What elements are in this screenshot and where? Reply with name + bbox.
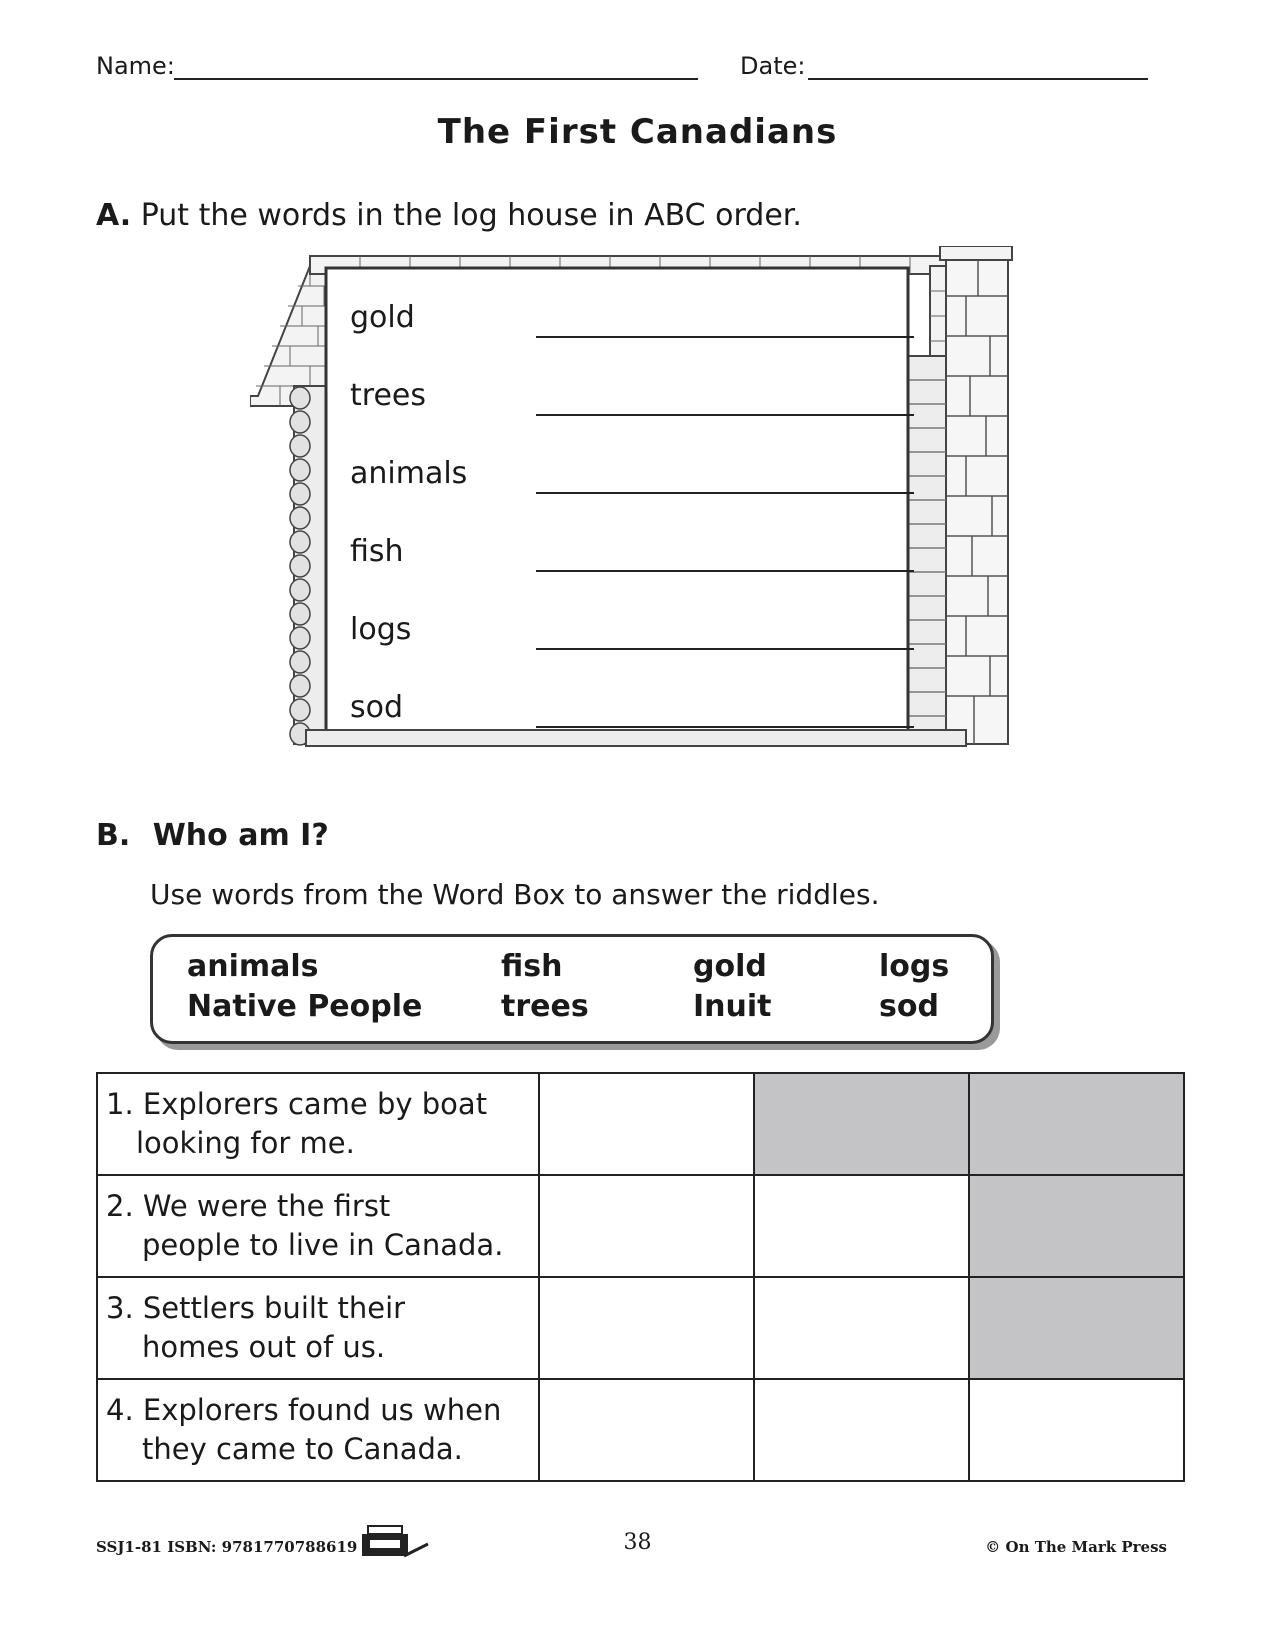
riddle-clue xyxy=(97,1277,539,1379)
section-a-letter: A. xyxy=(96,198,132,233)
riddle-text: 4. Explorers found us when xyxy=(106,1393,502,1427)
table-row xyxy=(97,1379,1184,1481)
answer-line[interactable] xyxy=(536,570,914,572)
riddle-text: 1. Explorers came by boat xyxy=(106,1087,488,1121)
section-b-heading xyxy=(96,818,329,853)
riddle-clue xyxy=(97,1379,539,1481)
abc-word: gold xyxy=(350,300,415,335)
table-row xyxy=(97,1277,1184,1379)
word-box-item: animals xyxy=(187,949,319,984)
word-box-item: gold xyxy=(693,949,767,984)
answer-cell[interactable] xyxy=(754,1379,969,1481)
section-a-instruction xyxy=(96,198,802,233)
abc-word: fish xyxy=(350,534,404,569)
date-field[interactable] xyxy=(808,78,1148,80)
answer-cell[interactable] xyxy=(754,1175,969,1277)
name-field[interactable] xyxy=(174,78,698,80)
riddle-clue xyxy=(97,1073,539,1175)
word-box-item: fish xyxy=(501,949,563,984)
answer-line[interactable] xyxy=(536,336,914,338)
section-b-letter: B. xyxy=(96,818,131,853)
answer-line[interactable] xyxy=(536,648,914,650)
riddle-text: people to live in Canada. xyxy=(142,1228,504,1262)
section-a-text: Put the words in the log house in ABC order. xyxy=(140,198,802,233)
riddle-text: looking for me. xyxy=(136,1126,355,1160)
riddle-text: 2. We were the first xyxy=(106,1189,391,1223)
section-b-instruction: Use words from the Word Box to answer the riddles. xyxy=(150,878,880,911)
section-b-title: Who am I? xyxy=(152,818,329,853)
table-row xyxy=(97,1175,1184,1277)
word-box-item: trees xyxy=(501,989,589,1024)
table-row xyxy=(97,1073,1184,1175)
abc-word: sod xyxy=(350,690,404,725)
log-house xyxy=(250,246,1050,786)
riddle-text: 3. Settlers built their xyxy=(106,1291,406,1325)
answer-cell[interactable] xyxy=(539,1073,754,1175)
footer-publisher: © On The Mark Press xyxy=(985,1538,1167,1556)
word-box xyxy=(150,934,994,1044)
word-box-item: Inuit xyxy=(693,989,772,1024)
word-box-item: logs xyxy=(879,949,950,984)
abc-word: logs xyxy=(350,612,412,647)
answer-cell[interactable] xyxy=(539,1175,754,1277)
riddle-table xyxy=(96,1072,1185,1482)
answer-cell[interactable] xyxy=(539,1379,754,1481)
date-label: Date: xyxy=(740,52,806,80)
page-title: The First Canadians xyxy=(437,112,838,152)
riddle-text: homes out of us. xyxy=(142,1330,386,1364)
footer-code: SSJ1-81 ISBN: 9781770788619 xyxy=(96,1538,358,1556)
answer-cell[interactable] xyxy=(754,1277,969,1379)
shaded-cell xyxy=(969,1073,1184,1175)
shaded-cell xyxy=(754,1073,969,1175)
abc-word: trees xyxy=(350,378,426,413)
answer-cell[interactable] xyxy=(539,1277,754,1379)
page-number: 38 xyxy=(623,1530,652,1555)
riddle-text: they came to Canada. xyxy=(142,1432,463,1466)
riddle-clue xyxy=(97,1175,539,1277)
name-label: Name: xyxy=(96,52,175,80)
shaded-cell xyxy=(969,1175,1184,1277)
answer-line[interactable] xyxy=(536,726,914,728)
word-box-item: Native People xyxy=(187,989,423,1024)
answer-cell[interactable] xyxy=(969,1379,1184,1481)
shaded-cell xyxy=(969,1277,1184,1379)
answer-line[interactable] xyxy=(536,414,914,416)
abc-word: animals xyxy=(350,456,468,491)
word-box-item: sod xyxy=(879,989,939,1024)
answer-line[interactable] xyxy=(536,492,914,494)
